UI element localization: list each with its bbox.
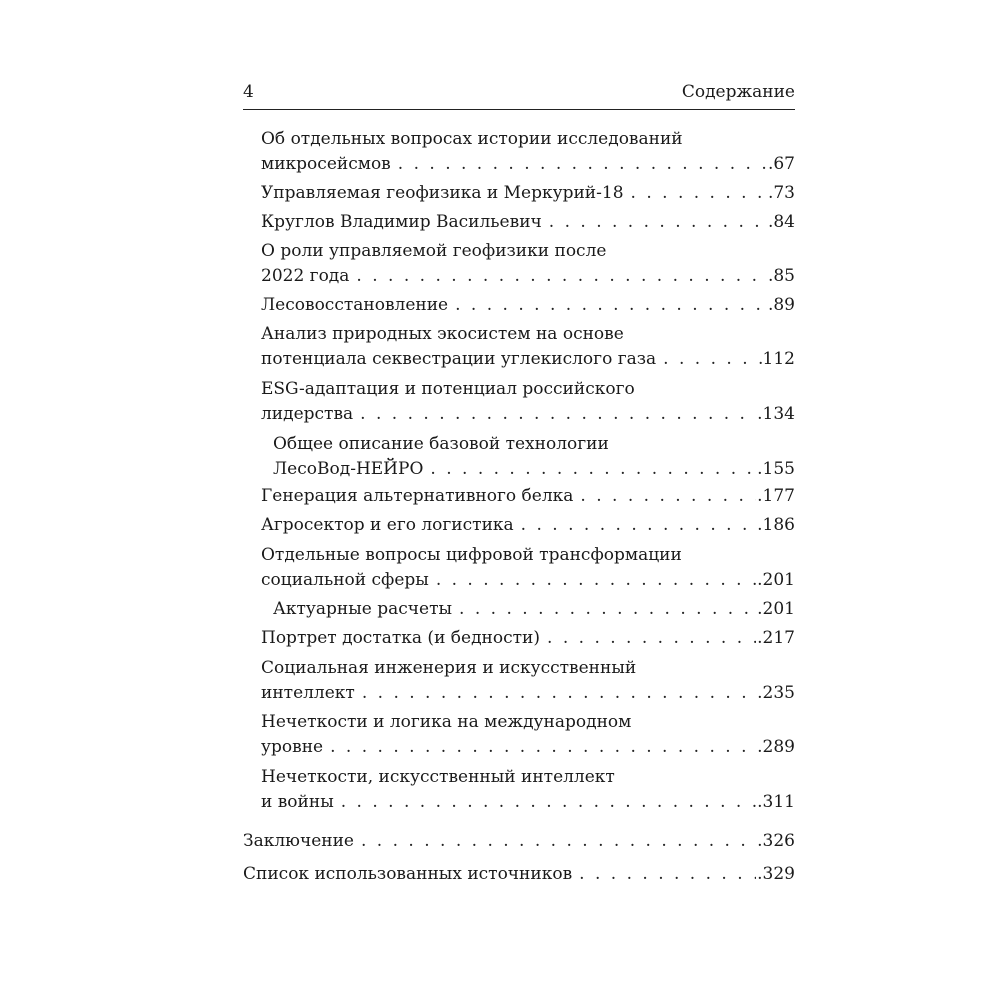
toc-entry-title: Генерация альтернативного белка (261, 486, 574, 506)
toc-entry-page: .186 (757, 515, 795, 535)
toc-leader-dots (362, 681, 756, 706)
toc-entry-title-line1: Нечеткости и логика на международном (261, 712, 632, 732)
toc-entry-title: лидерства (261, 404, 354, 424)
toc-entry-title: потенциала секвестрации углекислого газа (261, 349, 657, 369)
page-header (243, 82, 795, 106)
toc-entry-page: .289 (757, 737, 795, 757)
toc-entry (243, 862, 795, 887)
toc-entry-page: .134 (757, 404, 795, 424)
toc-entry-title: 2022 года (261, 266, 350, 286)
toc-entry (261, 322, 795, 372)
toc-entry-page: .235 (757, 683, 795, 703)
toc-leader-dots (579, 862, 756, 887)
toc-entry-title-line1: Социальная инженерия и искусственный (261, 658, 637, 678)
toc-leader-dots (580, 484, 756, 509)
toc-entry-page: .155 (757, 459, 795, 479)
toc-leader-dots (455, 293, 767, 318)
toc-entry-page: .89 (767, 295, 795, 315)
toc-entry (243, 829, 795, 854)
toc-leader-dots (436, 568, 756, 593)
page-number: 4 (243, 82, 254, 102)
toc-entry (261, 377, 795, 427)
toc-entry (261, 765, 795, 815)
toc-entry (261, 484, 795, 509)
toc-entry-page: .201 (757, 570, 795, 590)
toc-entry-page: .67 (767, 154, 795, 174)
toc-leader-dots (459, 597, 756, 622)
toc-entry-title: Управляемая геофизика и Меркурий-18 (261, 183, 624, 203)
toc-entry-page: .73 (767, 183, 795, 203)
toc-entry-title: Портрет достатка (и бедности) (261, 628, 541, 648)
toc-entry-title-line1: ESG-адаптация и потенциал российского (261, 379, 635, 399)
running-title: Содержание (681, 82, 795, 102)
toc-entry (261, 127, 795, 177)
toc-entry-page: .201 (757, 599, 795, 619)
toc-entry (261, 543, 795, 593)
toc-entry-page: .326 (757, 831, 795, 851)
toc-leader-dots (430, 457, 756, 482)
toc-leader-dots (330, 735, 756, 760)
toc-entry-title: микросейсмов (261, 154, 391, 174)
toc-entry-title-line1: О роли управляемой геофизики после (261, 241, 607, 261)
toc-entry-title: и войны (261, 792, 334, 812)
toc-leader-dots (521, 513, 756, 538)
toc-entry-title-line1: Общее описание базовой технологии (273, 434, 609, 454)
toc-leader-dots (663, 347, 761, 372)
toc-entry (261, 239, 795, 289)
toc-entry-title: уровне (261, 737, 324, 757)
toc-entry-title: интеллект (261, 683, 355, 703)
toc-leader-dots (547, 626, 756, 651)
toc-entry-title-line1: Анализ природных экосистем на основе (261, 324, 624, 344)
toc-entry-title-line1: Об отдельных вопросах истории исследований (261, 129, 683, 149)
toc-entry-title: Заключение (243, 831, 354, 851)
toc-entry (261, 656, 795, 706)
toc-entry (273, 432, 795, 482)
toc-entry-page: .311 (757, 792, 795, 812)
toc-entry-title-line1: Отдельные вопросы цифровой трансформации (261, 545, 682, 565)
toc-entry-page: .84 (767, 212, 795, 232)
toc-entry (261, 626, 795, 651)
toc-entry-title: ЛесоВод-НЕЙРО (273, 459, 424, 479)
toc-entry (261, 181, 795, 206)
toc-entry-page: .329 (757, 864, 795, 884)
toc-leader-dots (360, 402, 756, 427)
toc-leader-dots (361, 829, 756, 854)
toc-entry-title-line1: Нечеткости, искусственный интеллект (261, 767, 615, 787)
toc-entry (261, 513, 795, 538)
toc-leader-dots (341, 790, 756, 815)
toc-entry-page: .217 (757, 628, 795, 648)
toc-entry (261, 710, 795, 760)
toc-leader-dots (631, 181, 767, 206)
toc-entry-title: социальной сферы (261, 570, 429, 590)
toc-entry-page: 112 (762, 349, 795, 369)
toc-entry-page: .85 (767, 266, 795, 286)
toc-entry (273, 597, 795, 622)
toc-entry-page: .177 (757, 486, 795, 506)
toc-entry-title: Список использованных источников (243, 864, 573, 884)
toc-entry (261, 293, 795, 318)
toc-leader-dots (398, 152, 767, 177)
header-rule (243, 109, 795, 110)
toc-leader-dots (549, 210, 767, 235)
toc-entry-title: Актуарные расчеты (273, 599, 453, 619)
toc-leader-dots (356, 264, 767, 289)
toc-entry-title: Круглов Владимир Васильевич (261, 212, 542, 232)
toc-entry-title: Агросектор и его логистика (261, 515, 514, 535)
toc-entry (261, 210, 795, 235)
toc-entry-title: Лесовосстановление (261, 295, 449, 315)
